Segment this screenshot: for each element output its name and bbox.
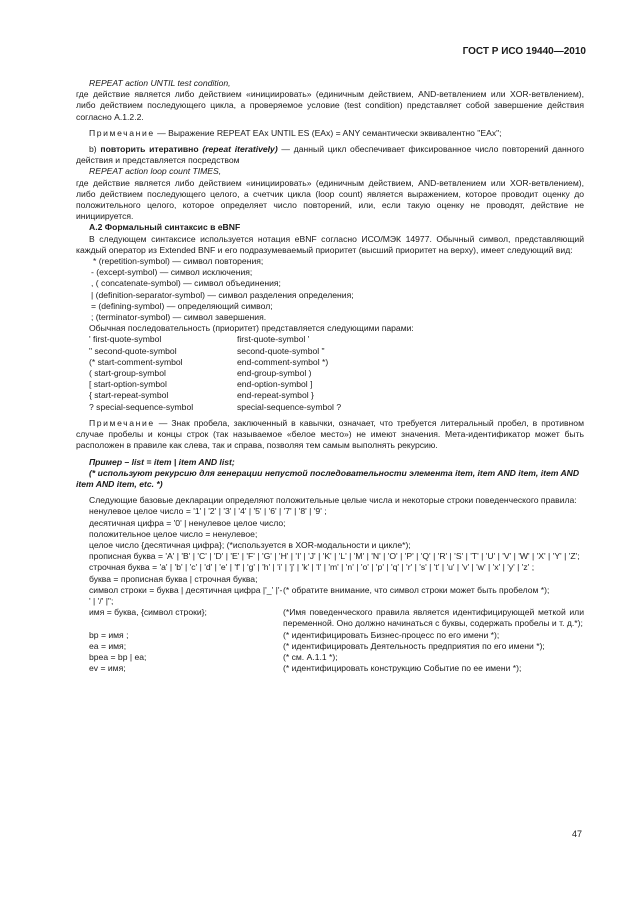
rule-left: bp = имя ; — [89, 629, 129, 640]
pair-right: end-option-symbol ] — [237, 379, 313, 390]
declaration: ненулевое целое число = '1' | '2' | '3' | '4' | '5' | '6' | '7' | '8' | '9' ; — [89, 506, 327, 517]
rule-comment: (*Имя поведенческого правила является идентифицирующей меткой или переменной. Оно должно начинаться с буквы, содержать пробелы и т. д.*); — [283, 607, 584, 629]
list-item-b-bold: повторить итеративно — [100, 144, 199, 155]
list-item-b-prefix: b) — [89, 144, 101, 155]
example-line: Пример – list = item | item AND list; — [89, 456, 235, 467]
rule-left: bpea = bp | ea; — [89, 651, 147, 662]
rule-comment: (* идентифицировать Бизнес-процесс по его имени *); — [283, 629, 500, 640]
letter-rule: буква = прописная буква | строчная буква; — [89, 573, 258, 584]
paragraph-ebnf: В следующем синтаксисе используется нотация eBNF согласно ИСО/МЭК 14977. Обычный символ, представляющий каждый оператор из Extended BNF и его подразумеваемый приоритет (высший приоритет на верху), имеет следующий вид: — [76, 233, 584, 255]
declaration-list — [76, 506, 584, 551]
list-item-b-text: — данный цикл обеспечивает фиксированное число повторений данного действия и представляется посредством — [76, 144, 585, 166]
paragraph-repeat-times: где действие является либо действием «инициировать» (единичным действием, AND-ветвлением или XOR-ветвлением), либо действием последующего целого, а счетчик цикла (loop count) является выражением, которое проводит оценку до положительного целого, которое определяет число повторений, или, если такую оценку не проводят, действие не инициируется. — [76, 177, 584, 222]
pair-right: end-group-symbol ) — [237, 368, 312, 379]
rules-table — [76, 585, 584, 675]
pair-right: second-quote-symbol " — [237, 345, 325, 356]
pair-left: ' first-quote-symbol — [89, 334, 162, 345]
pair-left: [ start-option-symbol — [89, 379, 167, 390]
example-comment: (* используют рекурсию для генерации непустой последовательности элемента item, item AND item, item AND item AND item, etc. *) — [76, 467, 580, 489]
rule-comment: (* идентифицировать конструкцию Событие по ее имени *); — [283, 663, 522, 674]
note-1 — [76, 128, 584, 139]
page-number: 47 — [571, 829, 582, 839]
symbol-list — [76, 256, 584, 323]
pair-right: special-sequence-symbol ? — [237, 401, 342, 412]
list-item-b-italic: (repeat iteratively) — [198, 144, 278, 155]
rule-comment: (* см. А.1.1 *); — [283, 651, 338, 662]
paragraph-pairs: Обычная последовательность (приоритет) представляется следующими парами: — [89, 323, 414, 334]
pair-left: ? special-sequence-symbol — [89, 401, 194, 412]
rule-left: имя = буква, {символ строки}; — [89, 607, 207, 618]
repeat-until-line: REPEAT action UNTIL test condition, — [89, 78, 231, 88]
pair-left: ( start-group-symbol — [89, 368, 166, 379]
pair-left: { start-repeat-symbol — [89, 390, 169, 401]
note-1-label: Примечание — [89, 127, 155, 138]
list-item: , ( concatenate-symbol) — символ объединения; — [91, 278, 281, 289]
pairs-table — [76, 334, 584, 412]
section-heading: А.2 Формальный синтаксис в eBNF — [89, 222, 241, 233]
rule-comment: (* идентифицировать Деятельность предприятия по его имени *); — [283, 640, 545, 651]
list-item: = (defining-symbol) — определяющий символ; — [91, 300, 273, 311]
note-2-label: Примечание — [89, 417, 155, 428]
rule-left: символ строки = буква | десятичная цифра |'_' |'-' | '/' |"; — [89, 584, 283, 606]
note-2 — [76, 418, 584, 452]
list-item: ; (terminator-symbol) — символ завершения. — [91, 312, 267, 323]
declaration: целое число {десятичная цифра}; (*используется в XOR-модальности и цикле*); — [89, 539, 411, 550]
pair-right: end-repeat-symbol } — [237, 390, 314, 401]
pair-right: end-comment-symbol *) — [237, 356, 329, 367]
paragraph-declarations: Следующие базовые декларации определяют положительные целые числа и некоторые строки поведенческого правила: — [89, 495, 577, 506]
lowercase-rule: строчная буква = 'a' | 'b' | 'c' | 'd' | 'e' | 'f' | 'g' | 'h' | 'i' | 'j' | 'k' | 'l' | 'm' | 'n' | 'o' | 'p' | 'q' | 'r' | 's' | 't' | 'u' | 'v' | 'w' | 'x' | 'y' | 'z' ; — [89, 562, 535, 573]
list-item: * (repetition-symbol) — символ повторения; — [93, 256, 264, 267]
uppercase-rule: прописная буква = 'A' | 'B' | 'C' | 'D' | 'E' | 'F' | 'G' | 'H' | 'I' | 'J' | 'K' | 'L' | 'M' | 'N' | 'O' | 'P' | 'Q' | 'R' | 'S' | 'T' | 'U' | 'V' | 'W' | 'X' | 'Y' | 'Z'; — [89, 551, 580, 562]
list-item: | (definition-separator-symbol) — символ разделения определения; — [91, 289, 354, 300]
page-content — [76, 78, 584, 674]
rule-comment: (* обратите внимание, что символ строки может быть пробелом *); — [283, 584, 550, 595]
declaration: десятичная цифра = '0' | ненулевое целое число; — [89, 517, 286, 528]
note-2-text: — Знак пробела, заключенный в кавычки, означает, что требуется литеральный пробел, в противном случае пробелы и концы строк (так называемое «белое место») не имеют значения. Мета-идентификатор может быть расположен в правиле как слева, так и справа, позволяя тем самым выполнять рекурсию. — [76, 417, 584, 451]
note-1-text: — Выражение REPEAT EAx UNTIL ES (EAx) = ANY семантически эквивалентно "EAx"; — [154, 127, 502, 138]
standard-header: ГОСТ Р ИСО 19440—2010 — [462, 46, 586, 57]
list-item: - (except-symbol) — символ исключения; — [91, 267, 253, 278]
repeat-times-line: REPEAT action loop count TIMES, — [89, 166, 222, 177]
pair-left: (* start-comment-symbol — [89, 356, 183, 367]
pair-right: first-quote-symbol ' — [237, 334, 310, 345]
list-item-b — [76, 144, 584, 166]
declaration: положительное целое число = ненулевое; — [89, 528, 258, 539]
pair-left: " second-quote-symbol — [89, 345, 177, 356]
paragraph-repeat-until: где действие является либо действием «инициировать» (единичным действием, AND-ветвлением или XOR-ветвлением), либо действием последующего цикла, а проверяемое условие (test condition) представляет собой завершение действия согласно А.1.2.2. — [76, 89, 584, 122]
rule-left: ea = имя; — [89, 640, 127, 651]
rule-left: ev = имя; — [89, 663, 126, 674]
